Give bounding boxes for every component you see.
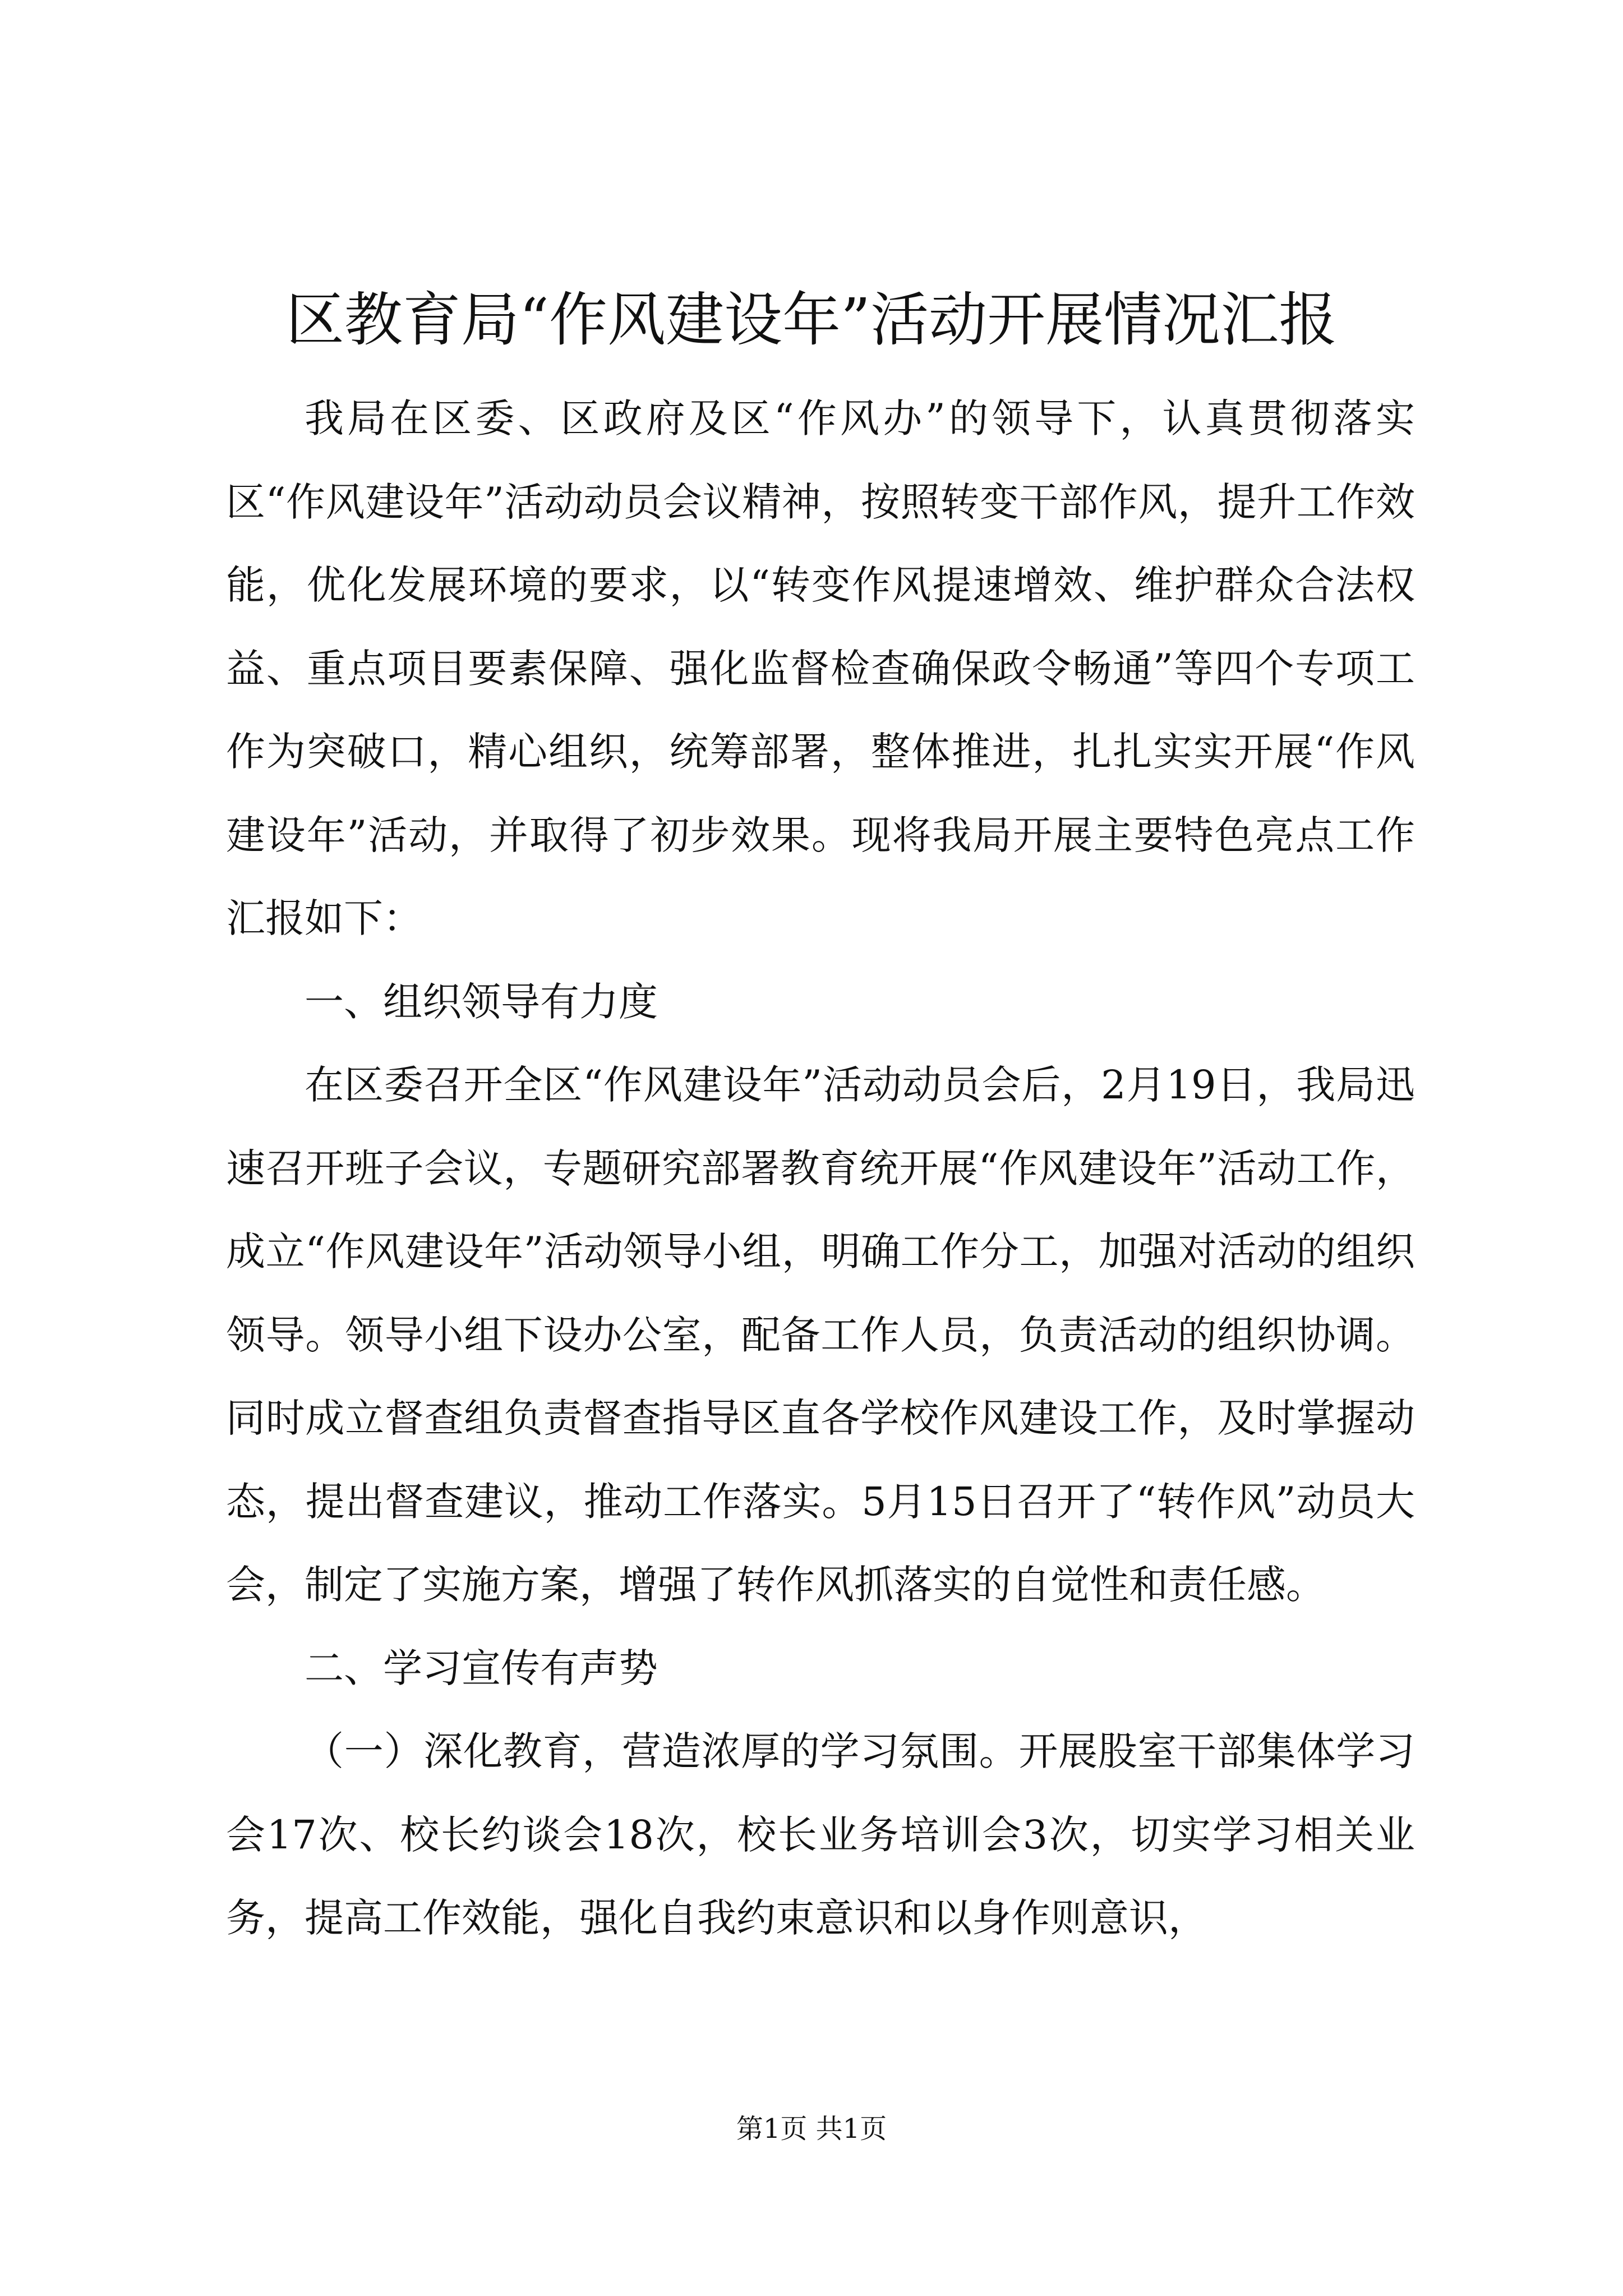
section-2-paragraph: （一）深化教育，营造浓厚的学习氛围。开展股室干部集体学习会17次、校长约谈会18次，校长业务培训会3次，切实学习相关业务，提高工作效能，强化自我约束意识和以身作则意识， (226, 1728, 1415, 1941)
page-footer: 第1页 共1页 (736, 2113, 887, 2145)
intro-paragraph: 我局在区委、区政府及区“作风办”的领导下，认真贯彻落实区“作风建设年”活动动员会议精神，按照转变干部作风，提升工作效能，优化发展环境的要求，以“转变作风提速增效、维护群众合法权益、重点项目要素保障、强化监督检查确保政令畅通”等四个专项工作为突破口，精心组织，统筹部署，整体推进，扎扎实实开展“作风建设年”活动，并取得了初步效果。现将我局开展主要特色亮点工作汇报如下： (226, 395, 1415, 941)
section-heading-1: 一、组织领导有力度 (305, 978, 658, 1025)
document-body (226, 377, 1415, 1960)
document-title: 区教育局“作风建设年”活动开展情况汇报 (285, 286, 1338, 354)
section-heading-2: 二、学习宣传有声势 (305, 1645, 658, 1691)
section-1-paragraph: 在区委召开全区“作风建设年”活动动员会后，2月19日，我局迅速召开班子会议，专题研究部署教育统开展“作风建设年”活动工作，成立“作风建设年”活动领导小组，明确工作分工，加强对活动的组织领导。领导小组下设办公室，配备工作人员，负责活动的组织协调。同时成立督查组负责督查指导区直各学校作风建设工作，及时掌握动态，提出督查建议，推动工作落实。5月15日召开了“转作风”动员大会，制定了实施方案，增强了转作风抓落实的自觉性和责任感。 (226, 1062, 1415, 1608)
